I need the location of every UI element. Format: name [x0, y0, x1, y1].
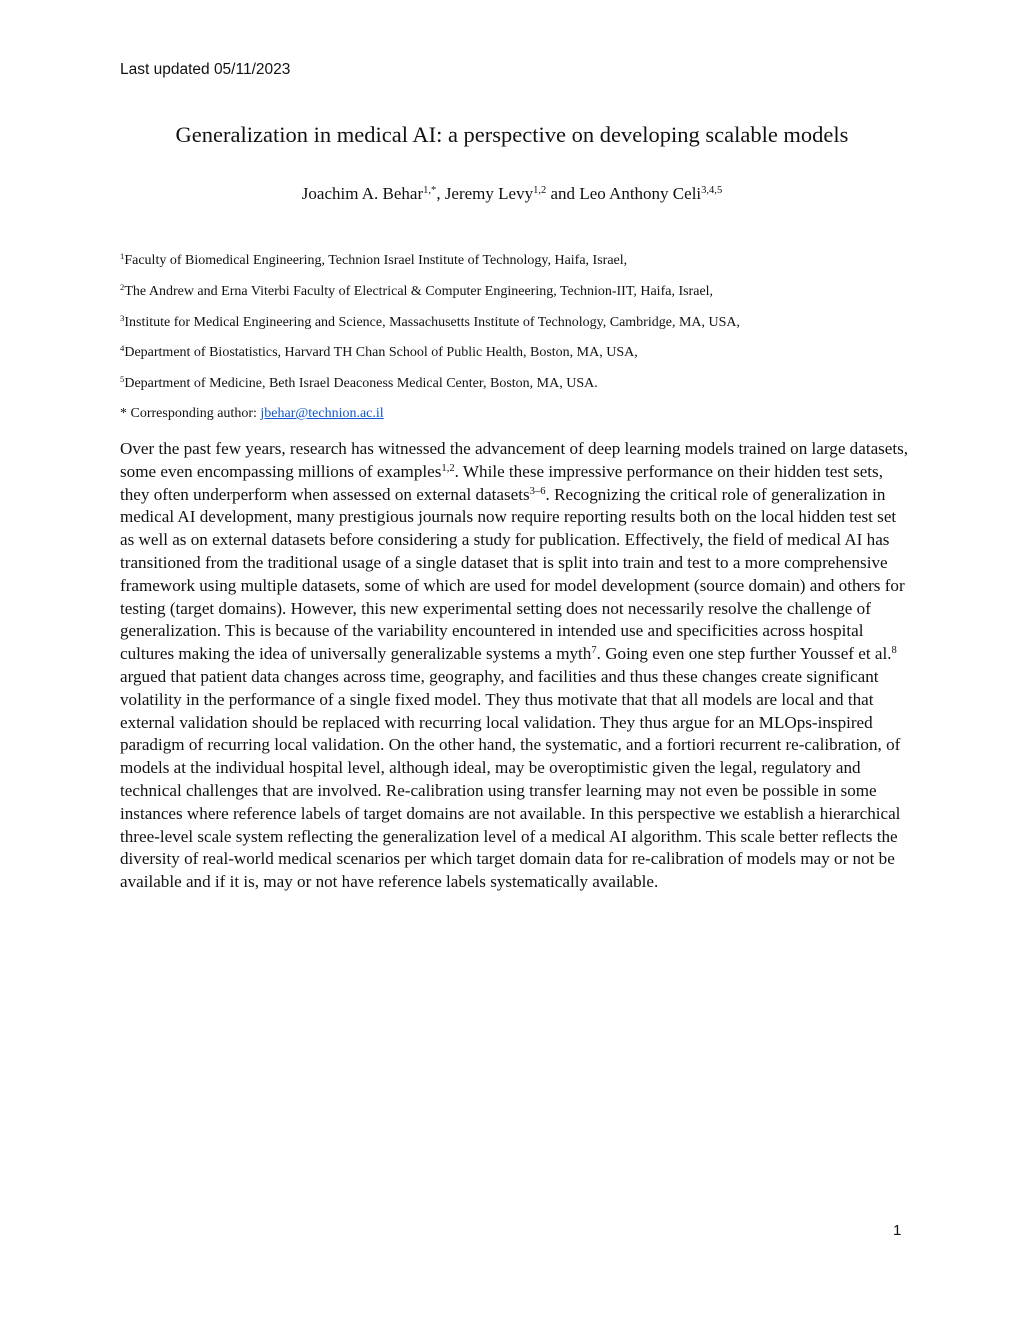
affiliation-text: Department of Medicine, Beth Israel Deaconess Medical Center, Boston, MA, USA.	[124, 376, 598, 391]
body-sentence: argued that patient data changes across time, geography, and facilities and thus these changes create significant volatility in the performance of a single fixed model. They thus motivate that that all models are local and that external validation should be replaced with recurring local validation. They thus argue for an MLOps-inspired paradigm of recurring local validation. On the other hand, the systematic, and a fortiori recurrent re-calibration, of models at the individual hospital level, although ideal, may be overoptimistic given the legal, regulatory and technical challenges that are involved. Re-calibration using transfer learning may not even be possible in some instances where reference labels of target domains are not available. In this perspective we establish a hierarchical three-level scale system reflecting the generalization level of a medical AI algorithm. This scale better reflects the diversity of real-world medical scenarios per which target domain data for re-calibration of models may or not be available and if it is, may or not have reference labels systematically available.	[120, 666, 901, 892]
corresponding-author-label: * Corresponding author:	[120, 406, 261, 421]
author-affiliation-marker: 1,2	[533, 185, 547, 197]
author-affiliation-marker: 3,4,5	[701, 185, 723, 197]
affiliation	[120, 315, 740, 331]
author-separator: and	[546, 184, 580, 203]
affiliation-text: Faculty of Biomedical Engineering, Technion Israel Institute of Technology, Haifa, Israel,	[124, 253, 628, 268]
author-name: Jeremy Levy	[444, 184, 534, 203]
citation-ref: 3–6	[529, 485, 546, 497]
author-affiliation-marker: 1,*	[423, 185, 437, 197]
body-text	[120, 438, 910, 894]
affiliation	[120, 376, 598, 392]
citation-ref: 7	[591, 645, 597, 657]
body-sentence: . Going even one step further Youssef et al.	[596, 644, 892, 664]
paper-title: Generalization in medical AI: a perspective on developing scalable models	[175, 122, 849, 147]
citation-ref: 1,2	[441, 462, 455, 474]
citation-ref: 8	[891, 645, 897, 657]
affiliation	[120, 345, 638, 361]
affiliation-text: Institute for Medical Engineering and Science, Massachusetts Institute of Technology, Cambridge, MA, USA,	[124, 315, 741, 330]
author-name: Joachim A. Behar	[301, 184, 424, 203]
affiliation-text: Department of Biostatistics, Harvard TH Chan School of Public Health, Boston, MA, USA,	[124, 345, 638, 360]
corresponding-email-link[interactable]: jbehar@technion.ac.il	[260, 406, 384, 421]
affiliation-number: 1	[120, 251, 125, 262]
corresponding-author	[120, 406, 384, 422]
affiliation-number: 5	[120, 374, 125, 385]
affiliation-number: 2	[120, 282, 125, 293]
author-name: Leo Anthony Celi	[579, 184, 702, 203]
author-line	[0, 184, 1024, 204]
affiliation-text: The Andrew and Erna Viterbi Faculty of Electrical & Computer Engineering, Technion-IIT, Haifa, Israel,	[124, 284, 714, 299]
author-separator: ,	[436, 184, 445, 203]
page-number: 1	[893, 1222, 902, 1239]
body-sentence: . Recognizing the critical role of generalization in medical AI development, many prestigious journals now require reporting results both on the local hidden test set as well as on external datasets before considering a study for publication. Effectively, the field of medical AI has transitioned from the traditional usage of a single dataset that is split into train and test to a more comprehensive framework using multiple datasets, some of which are used for model development (source domain) and others for testing (target domains). However, this new experimental setting does not necessarily resolve the challenge of generalization. This is because of the variability encountered in intended use and specificities across hospital cultures making the idea of universally generalizable systems a myth	[120, 484, 905, 664]
body-paragraph	[120, 438, 910, 894]
body-sentence: . While these impressive performance on their hidden test sets, they often underperform when assessed on external datasets	[120, 461, 883, 504]
affiliation	[120, 284, 713, 300]
affiliation-number: 4	[120, 343, 125, 354]
body-sentence: Over the past few years, research has witnessed the advancement of deep learning models trained on large datasets, some even encompassing millions of examples	[120, 439, 909, 481]
last-updated-header: Last updated 05/11/2023	[120, 61, 291, 78]
affiliation-number: 3	[120, 313, 125, 324]
affiliation	[120, 253, 627, 269]
